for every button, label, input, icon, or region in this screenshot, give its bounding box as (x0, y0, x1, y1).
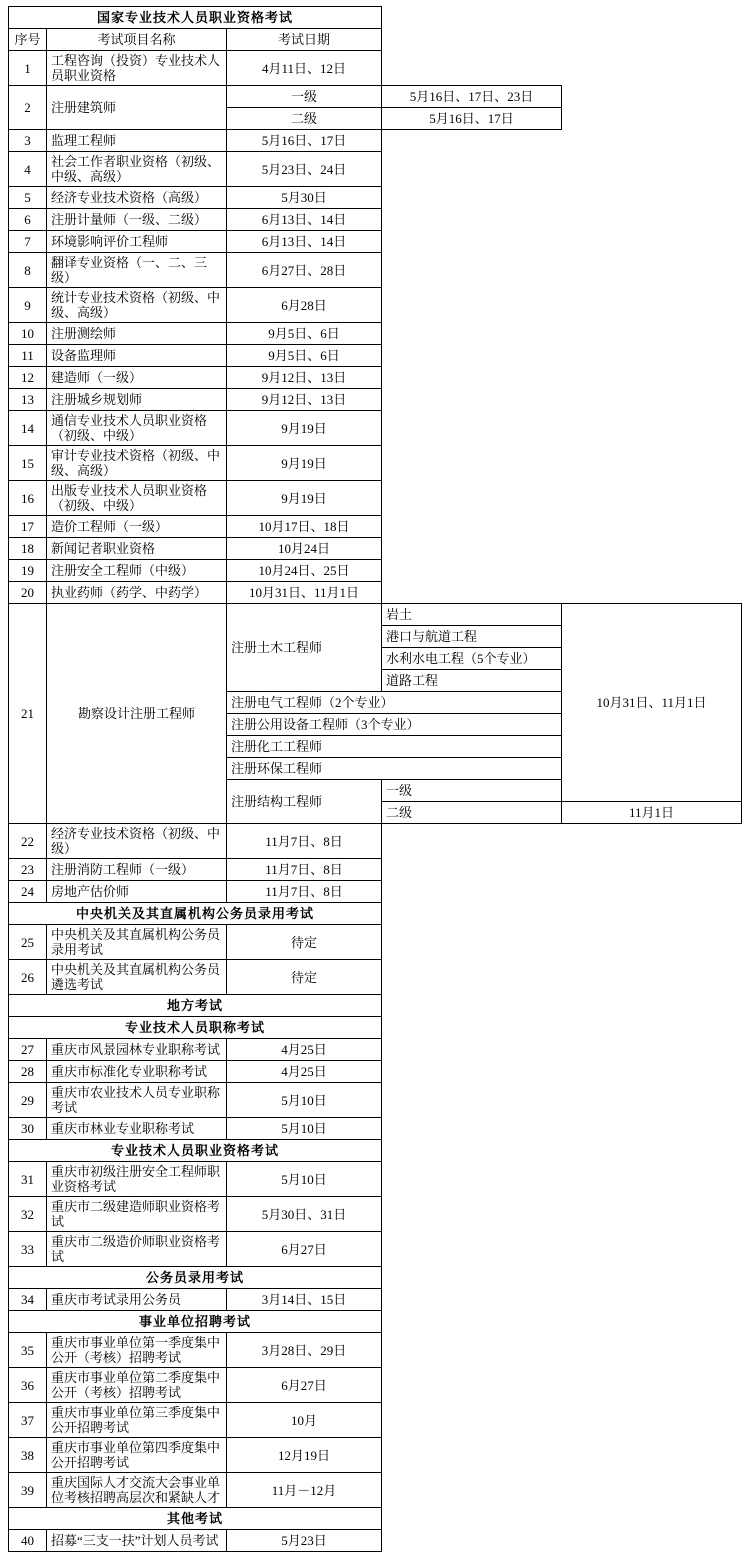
exam-name: 重庆市事业单位第四季度集中公开招聘考试 (47, 1438, 227, 1473)
exam-name: 重庆国际人才交流大会事业单位考核招聘高层次和紧缺人才 (47, 1473, 227, 1508)
exam-sub-label: 一级 (226, 86, 381, 108)
table-row (9, 925, 742, 960)
section-title-row (9, 1017, 742, 1039)
exam-date: 10月31日、11月1日 (226, 582, 381, 604)
table-row (9, 1118, 742, 1140)
row-number: 5 (9, 187, 47, 209)
row-number: 9 (9, 288, 47, 323)
row-number: 1 (9, 51, 47, 86)
table-row (9, 1403, 742, 1438)
row-number: 15 (9, 446, 47, 481)
exam-name: 重庆市事业单位第二季度集中公开（考核）招聘考试 (47, 1368, 227, 1403)
row-number: 11 (9, 345, 47, 367)
exam-date: 12月19日 (226, 1438, 381, 1473)
exam-name: 经济专业技术资格（初级、中级） (47, 824, 227, 859)
exam-date: 6月13日、14日 (226, 231, 381, 253)
exam-date: 10月24日、25日 (226, 560, 381, 582)
row-number: 33 (9, 1232, 47, 1267)
row-number: 19 (9, 560, 47, 582)
row-number: 27 (9, 1039, 47, 1061)
exam-name: 注册安全工程师（中级） (47, 560, 227, 582)
exam-group-label: 注册化工工程师 (226, 736, 561, 758)
table-row (9, 1333, 742, 1368)
exam-name: 统计专业技术资格（初级、中级、高级） (47, 288, 227, 323)
exam-name: 环境影响评价工程师 (47, 231, 227, 253)
exam-name: 重庆市风景园林专业职称考试 (47, 1039, 227, 1061)
exam-name: 中央机关及其直属机构公务员录用考试 (47, 925, 227, 960)
exam-name: 重庆市初级注册安全工程师职业资格考试 (47, 1162, 227, 1197)
exam-date: 9月19日 (226, 411, 381, 446)
exam-name: 执业药师（药学、中药学） (47, 582, 227, 604)
section-title: 地方考试 (9, 995, 382, 1017)
section-title-row (9, 1508, 742, 1530)
section-title: 事业单位招聘考试 (9, 1311, 382, 1333)
exam-date: 6月28日 (226, 288, 381, 323)
row-number: 12 (9, 367, 47, 389)
document-title: 国家专业技术人员职业资格考试 (9, 7, 382, 29)
row-number: 10 (9, 323, 47, 345)
row-number: 8 (9, 253, 47, 288)
exam-name: 新闻记者职业资格 (47, 538, 227, 560)
row-number: 16 (9, 481, 47, 516)
table-row (9, 1438, 742, 1473)
table-row (9, 1061, 742, 1083)
exam-name: 注册测绘师 (47, 323, 227, 345)
exam-group-label: 注册土木工程师 (226, 604, 381, 692)
row-number: 40 (9, 1530, 47, 1552)
row-number: 36 (9, 1368, 47, 1403)
exam-date: 4月25日 (226, 1039, 381, 1061)
exam-date: 9月12日、13日 (226, 389, 381, 411)
exam-date: 5月10日 (226, 1118, 381, 1140)
row-number: 37 (9, 1403, 47, 1438)
section-title-row (9, 1311, 742, 1333)
table-row (9, 604, 742, 626)
column-header-name: 考试项目名称 (47, 29, 227, 51)
table-row (9, 231, 742, 253)
exam-date: 4月11日、12日 (226, 51, 381, 86)
row-number: 14 (9, 411, 47, 446)
row-number: 4 (9, 152, 47, 187)
table-row (9, 960, 742, 995)
row-number: 3 (9, 130, 47, 152)
section-title-row (9, 1267, 742, 1289)
exam-name: 招募“三支一扶”计划人员考试 (47, 1530, 227, 1552)
row-number: 24 (9, 881, 47, 903)
table-row (9, 481, 742, 516)
section-title: 专业技术人员职称考试 (9, 1017, 382, 1039)
exam-date: 10月17日、18日 (226, 516, 381, 538)
exam-group-label: 注册电气工程师（2个专业） (226, 692, 561, 714)
exam-date: 5月16日、17日 (226, 130, 381, 152)
exam-sub-item: 水利水电工程（5个专业） (382, 648, 562, 670)
table-row (9, 1289, 742, 1311)
exam-date: 待定 (226, 925, 381, 960)
table-row (9, 1162, 742, 1197)
table-row (9, 560, 742, 582)
table-row (9, 1368, 742, 1403)
column-header-date: 考试日期 (226, 29, 381, 51)
exam-name: 造价工程师（一级） (47, 516, 227, 538)
table-row (9, 367, 742, 389)
exam-name: 中央机关及其直属机构公务员遴选考试 (47, 960, 227, 995)
row-number: 25 (9, 925, 47, 960)
row-number: 6 (9, 209, 47, 231)
exam-date: 11月7日、8日 (226, 824, 381, 859)
exam-name: 出版专业技术人员职业资格（初级、中级） (47, 481, 227, 516)
exam-name: 建造师（一级） (47, 367, 227, 389)
row-number: 32 (9, 1197, 47, 1232)
exam-date: 6月27日 (226, 1368, 381, 1403)
table-row (9, 582, 742, 604)
exam-date: 11月－12月 (226, 1473, 381, 1508)
exam-name: 设备监理师 (47, 345, 227, 367)
exam-name: 通信专业技术人员职业资格（初级、中级） (47, 411, 227, 446)
exam-name: 重庆市标准化专业职称考试 (47, 1061, 227, 1083)
row-number: 13 (9, 389, 47, 411)
column-header-no: 序号 (9, 29, 47, 51)
exam-date: 9月19日 (226, 446, 381, 481)
exam-name: 翻译专业资格（一、二、三级） (47, 253, 227, 288)
exam-name: 重庆市农业技术人员专业职称考试 (47, 1083, 227, 1118)
exam-sub-item: 道路工程 (382, 670, 562, 692)
table-row (9, 86, 742, 108)
table-row (9, 1530, 742, 1552)
exam-date: 待定 (226, 960, 381, 995)
exam-date: 9月12日、13日 (226, 367, 381, 389)
exam-date: 4月25日 (226, 1061, 381, 1083)
exam-date: 11月1日 (562, 802, 742, 824)
row-number: 22 (9, 824, 47, 859)
row-number: 2 (9, 86, 47, 130)
exam-name: 注册计量师（一级、二级） (47, 209, 227, 231)
exam-date: 6月27日、28日 (226, 253, 381, 288)
row-number: 30 (9, 1118, 47, 1140)
row-number: 23 (9, 859, 47, 881)
table-row (9, 824, 742, 859)
exam-name: 注册建筑师 (47, 86, 227, 130)
table-row (9, 446, 742, 481)
table-row (9, 187, 742, 209)
exam-name: 监理工程师 (47, 130, 227, 152)
title-row (9, 7, 742, 29)
table-row (9, 389, 742, 411)
table-row (9, 323, 742, 345)
exam-date: 5月10日 (226, 1162, 381, 1197)
section-title-row (9, 1140, 742, 1162)
row-number: 7 (9, 231, 47, 253)
table-row (9, 345, 742, 367)
exam-name: 经济专业技术资格（高级） (47, 187, 227, 209)
exam-name: 审计专业技术资格（初级、中级、高级） (47, 446, 227, 481)
table-row (9, 209, 742, 231)
exam-schedule-table (8, 6, 742, 1552)
exam-sub-item: 岩土 (382, 604, 562, 626)
section-title: 公务员录用考试 (9, 1267, 382, 1289)
exam-name: 重庆市二级造价师职业资格考试 (47, 1232, 227, 1267)
table-row (9, 1197, 742, 1232)
exam-name: 注册城乡规划师 (47, 389, 227, 411)
section-title: 专业技术人员职业资格考试 (9, 1140, 382, 1162)
exam-date: 5月10日 (226, 1083, 381, 1118)
exam-date: 9月19日 (226, 481, 381, 516)
exam-date: 3月28日、29日 (226, 1333, 381, 1368)
row-number: 17 (9, 516, 47, 538)
column-header-row (9, 29, 742, 51)
row-number: 29 (9, 1083, 47, 1118)
exam-name: 社会工作者职业资格（初级、中级、高级） (47, 152, 227, 187)
exam-date: 11月7日、8日 (226, 881, 381, 903)
exam-date: 6月27日 (226, 1232, 381, 1267)
exam-name: 重庆市考试录用公务员 (47, 1289, 227, 1311)
exam-date: 10月 (226, 1403, 381, 1438)
table-row (9, 1039, 742, 1061)
exam-date: 6月13日、14日 (226, 209, 381, 231)
exam-sub-label: 二级 (226, 108, 381, 130)
exam-name: 注册消防工程师（一级） (47, 859, 227, 881)
exam-sub-item: 一级 (382, 780, 562, 802)
exam-name: 重庆市二级建造师职业资格考试 (47, 1197, 227, 1232)
row-number: 34 (9, 1289, 47, 1311)
table-row (9, 1232, 742, 1267)
section-title-row (9, 995, 742, 1017)
row-number: 38 (9, 1438, 47, 1473)
table-row (9, 538, 742, 560)
row-number: 20 (9, 582, 47, 604)
row-number: 35 (9, 1333, 47, 1368)
section-title: 其他考试 (9, 1508, 382, 1530)
table-row (9, 288, 742, 323)
exam-name: 重庆市事业单位第三季度集中公开招聘考试 (47, 1403, 227, 1438)
table-row (9, 881, 742, 903)
exam-date: 11月7日、8日 (226, 859, 381, 881)
section-title: 中央机关及其直属机构公务员录用考试 (9, 903, 382, 925)
table-row (9, 51, 742, 86)
exam-sub-item: 港口与航道工程 (382, 626, 562, 648)
exam-date: 5月30日、31日 (226, 1197, 381, 1232)
table-row (9, 1083, 742, 1118)
table-row (9, 1473, 742, 1508)
row-number: 21 (9, 604, 47, 824)
exam-date: 5月23日、24日 (226, 152, 381, 187)
exam-name: 重庆市事业单位第一季度集中公开（考核）招聘考试 (47, 1333, 227, 1368)
exam-group-label: 注册环保工程师 (226, 758, 561, 780)
exam-name: 工程咨询（投资）专业技术人员职业资格 (47, 51, 227, 86)
exam-date: 10月24日 (226, 538, 381, 560)
row-number: 39 (9, 1473, 47, 1508)
exam-group-label: 注册结构工程师 (226, 780, 381, 824)
exam-date: 10月31日、11月1日 (562, 604, 742, 802)
table-row (9, 859, 742, 881)
exam-date: 5月16日、17日 (382, 108, 562, 130)
row-number: 31 (9, 1162, 47, 1197)
table-row (9, 411, 742, 446)
table-row (9, 516, 742, 538)
row-number: 28 (9, 1061, 47, 1083)
exam-sub-item: 二级 (382, 802, 562, 824)
exam-date: 3月14日、15日 (226, 1289, 381, 1311)
table-row (9, 152, 742, 187)
exam-date: 5月30日 (226, 187, 381, 209)
exam-group-label: 注册公用设备工程师（3个专业） (226, 714, 561, 736)
exam-name: 房地产估价师 (47, 881, 227, 903)
exam-name: 重庆市林业专业职称考试 (47, 1118, 227, 1140)
row-number: 26 (9, 960, 47, 995)
exam-name: 勘察设计注册工程师 (47, 604, 227, 824)
section-title-row (9, 903, 742, 925)
exam-date: 5月23日 (226, 1530, 381, 1552)
exam-date: 9月5日、6日 (226, 323, 381, 345)
exam-date: 9月5日、6日 (226, 345, 381, 367)
row-number: 18 (9, 538, 47, 560)
exam-date: 5月16日、17日、23日 (382, 86, 562, 108)
table-row (9, 130, 742, 152)
table-row (9, 253, 742, 288)
